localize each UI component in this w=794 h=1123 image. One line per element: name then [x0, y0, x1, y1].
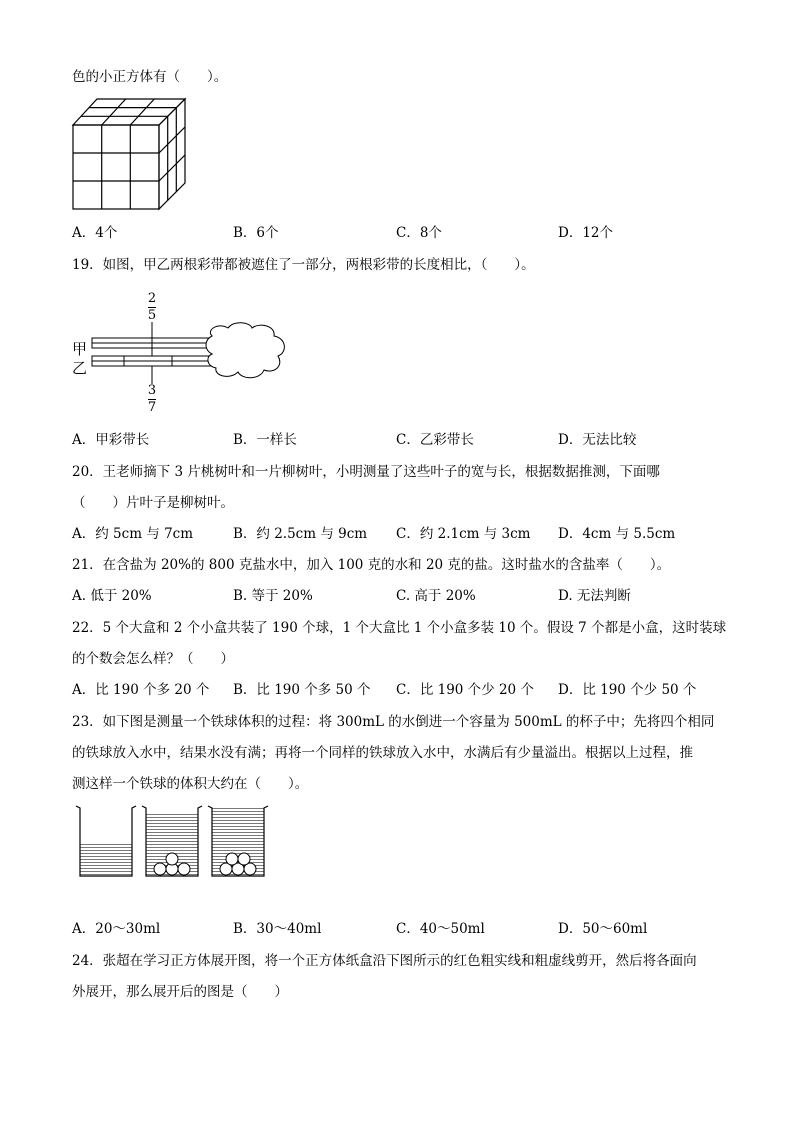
q22-stem-line1: 22．5 个大盒和 2 个小盒共装了 190 个球，1 个大盒比 1 个小盒多装 10 个。假设 7 个都是小盒，这时装球	[72, 620, 727, 636]
cloud-shape	[206, 323, 284, 378]
q21-option-a: A. 低于 20%	[72, 588, 152, 604]
q22-option-c: C．比 190 个少 20 个	[396, 682, 534, 698]
q19-option-b: B．一样长	[233, 432, 297, 448]
q20-option-d: D．4cm 与 5.5cm	[558, 526, 676, 542]
q21-stem: 21．在含盐为 20%的 800 克盐水中，加入 100 克的水和 20 克的盐。这时盐水的含盐率（ ）。	[72, 557, 671, 573]
q23-option-c: C．40～50ml	[396, 921, 485, 937]
beaker-1	[76, 806, 136, 876]
ribbon-figure	[88, 322, 300, 384]
q20-option-c: C．约 2.1cm 与 3cm	[396, 526, 531, 542]
q24-stem-line2: 外展开，那么展开后的图是（ ）	[72, 984, 288, 1000]
frac-bottom-numerator: 3	[147, 383, 157, 398]
q22-option-a: A．比 190 个多 20 个	[72, 682, 210, 698]
q23-option-d: D．50～60ml	[558, 921, 648, 937]
beaker-2	[142, 806, 202, 876]
q23-option-a: A．20～30ml	[72, 921, 161, 937]
q23-stem-line1: 23．如下图是测量一个铁球体积的过程：将 300mL 的水倒进一个容量为 500mL 的杯子中；先将四个相同	[72, 714, 715, 730]
q23-option-b: B．30～40ml	[233, 921, 322, 937]
q22-option-b: B．比 190 个多 50 个	[233, 682, 371, 698]
q21-option-d: D. 无法判断	[558, 588, 631, 604]
q22-stem-line2: 的个数会怎么样？（ ）	[72, 651, 234, 667]
q23-stem-line3: 测这样一个铁球的体积大约在（ ）。	[72, 776, 309, 792]
frac-bottom-denominator: 7	[147, 400, 157, 415]
q21-option-c: C. 高于 20%	[396, 588, 476, 604]
q20-stem-line2: （ ）片叶子是柳树叶。	[72, 495, 234, 511]
q19-stem: 19．如图，甲乙两根彩带都被遮住了一部分，两根彩带的长度相比，（ ）。	[72, 257, 535, 273]
q22-option-d: D．比 190 个少 50 个	[558, 682, 697, 698]
q18-option-c: C．8个	[396, 225, 442, 241]
q19-option-c: C．乙彩带长	[396, 432, 474, 448]
q18-option-d: D．12个	[558, 225, 614, 241]
q20-option-b: B．约 2.5cm 与 9cm	[233, 526, 368, 542]
q20-stem-line1: 20．王老师摘下 3 片桃树叶和一片柳树叶，小明测量了这些叶子的宽与长，根据数据推测，下面哪	[72, 464, 660, 480]
beakers-figure	[74, 804, 274, 880]
frac-top-denominator: 5	[147, 308, 157, 323]
q18-option-a: A．4个	[72, 225, 118, 241]
cube-figure	[72, 97, 192, 217]
beaker-3	[208, 806, 268, 876]
q19-option-d: D．无法比较	[558, 432, 637, 448]
frac-top-numerator: 2	[147, 291, 157, 306]
q23-stem-line2: 的铁球放入水中，结果水没有满；再将一个同样的铁球放入水中，水满后有少量溢出。根据以上过程，推	[72, 745, 693, 761]
q20-option-a: A．约 5cm 与 7cm	[72, 526, 194, 542]
q19-option-a: A．甲彩带长	[72, 432, 150, 448]
q24-stem-line1: 24．张超在学习正方体展开图，将一个正方体纸盒沿下图所示的红色粗实线和粗虚线剪开，然后将各面向	[72, 953, 697, 969]
q21-option-b: B. 等于 20%	[233, 588, 313, 604]
ribbon-label-yi: 乙	[72, 359, 88, 377]
q18-stem-tail: 色的小正方体有（ ）。	[72, 69, 228, 85]
ribbon-label-jia: 甲	[72, 340, 88, 358]
q18-option-b: B．6个	[233, 225, 279, 241]
